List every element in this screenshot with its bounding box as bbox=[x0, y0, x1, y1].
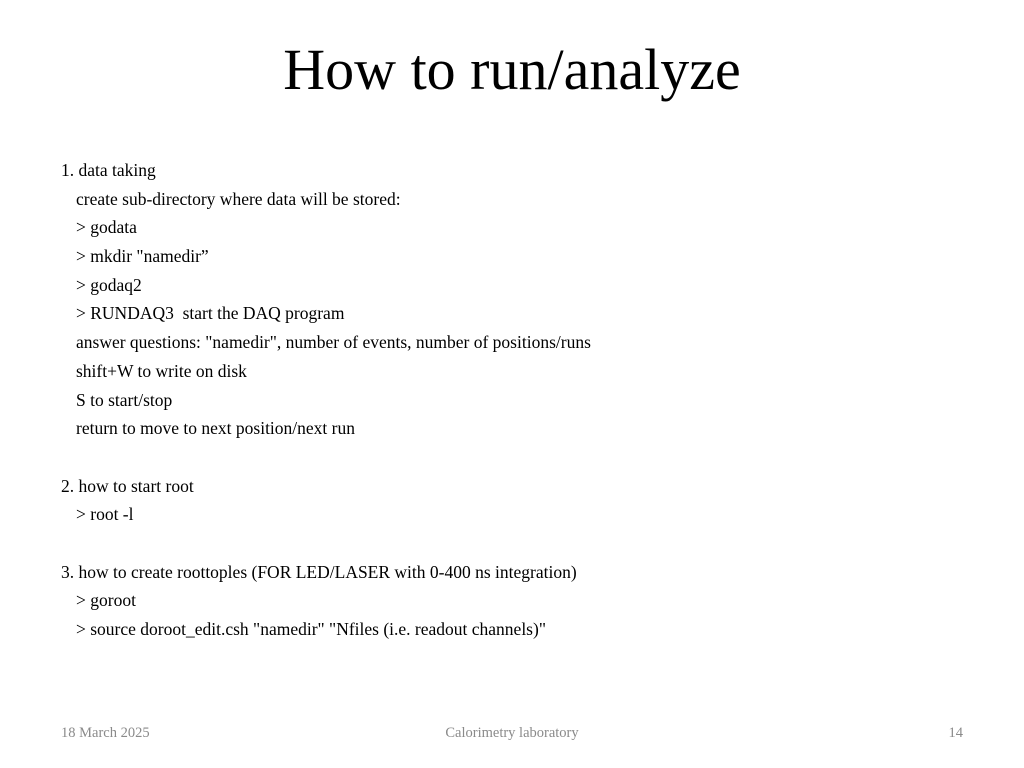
slide-body bbox=[61, 156, 981, 644]
section-heading-start-root: 2. how to start root bbox=[61, 475, 194, 496]
text-line: shift+W to write on disk bbox=[76, 360, 247, 381]
footer-title: Calorimetry laboratory bbox=[445, 725, 579, 741]
command-line: > godata bbox=[76, 217, 137, 238]
slide-title: How to run/analyze bbox=[283, 37, 741, 102]
command-line: > source doroot_edit.csh "namedir" "Nfiles (i.e. readout channels)" bbox=[76, 619, 546, 639]
text-line: answer questions: "namedir", number of events, number of positions/runs bbox=[76, 332, 591, 353]
slide-number: 14 bbox=[948, 725, 963, 741]
blank-line bbox=[61, 443, 981, 472]
blank-line bbox=[61, 529, 981, 558]
command-line: > RUNDAQ3 start the DAQ program bbox=[76, 303, 345, 324]
text-line: create sub-directory where data will be stored: bbox=[76, 188, 401, 209]
section-heading-create-roottoples: 3. how to create roottoples (FOR LED/LASER with 0-400 ns integration) bbox=[61, 561, 577, 582]
command-line: > mkdir "namedir” bbox=[76, 246, 209, 267]
text-line: S to start/stop bbox=[76, 389, 173, 410]
command-line: > goroot bbox=[76, 590, 136, 611]
section-heading-data-taking: 1. data taking bbox=[61, 160, 156, 180]
footer-date: 18 March 2025 bbox=[61, 725, 150, 741]
command-line: > root -l bbox=[76, 504, 134, 525]
text-line: return to move to next position/next run bbox=[76, 418, 355, 439]
command-line: > godaq2 bbox=[76, 274, 142, 295]
